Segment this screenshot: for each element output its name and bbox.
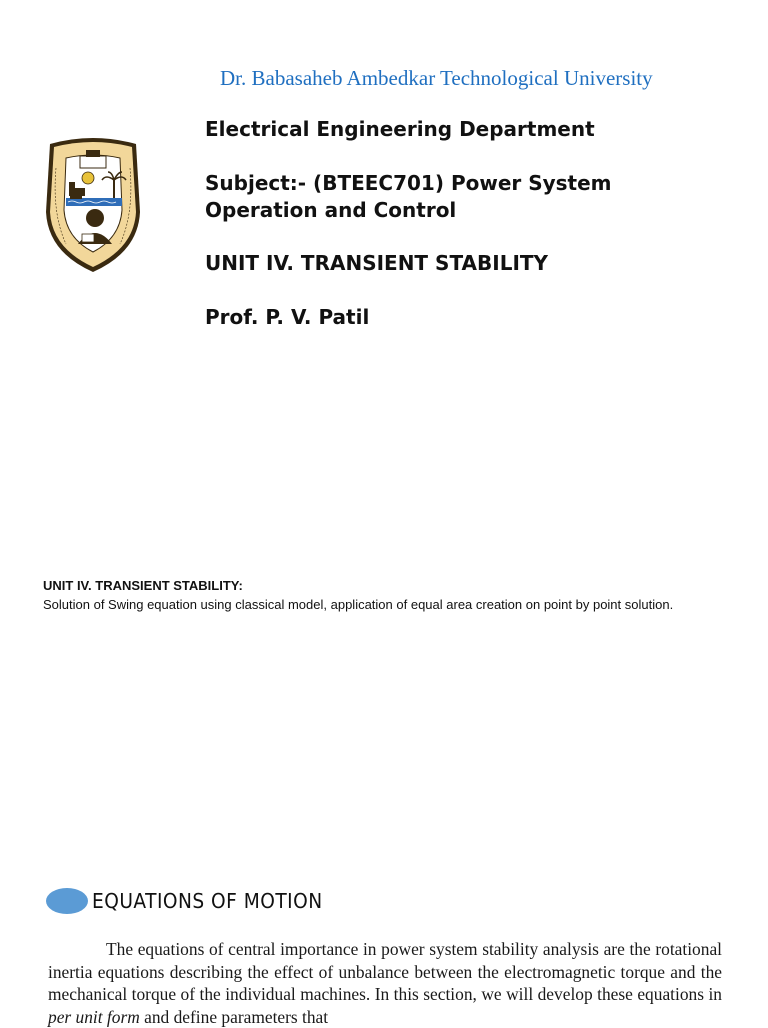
section-title: EQUATIONS OF MOTION — [92, 889, 323, 913]
subject-title — [205, 170, 612, 224]
subject-line-1: Subject:- (BTEEC701) Power System — [205, 171, 612, 195]
syllabus-title: UNIT IV. TRANSIENT STABILITY: — [43, 578, 243, 593]
university-logo — [42, 134, 144, 274]
professor-name: Prof. P. V. Patil — [205, 305, 370, 329]
oval-bullet-icon — [46, 888, 88, 914]
body-text-part-1: The equations of central importance in power system stability analysis are the rotational inertia equations describing the effect of unbalance between the electromagnetic torque and the mechanical torque of the individual machines. In this section, we will develop these equations in — [48, 939, 722, 1004]
unit-title: UNIT IV. TRANSIENT STABILITY — [205, 251, 549, 275]
body-paragraph — [48, 938, 722, 1028]
body-text-part-2: and define parameters that — [139, 1006, 329, 1027]
university-name: Dr. Babasaheb Ambedkar Technological University — [220, 66, 653, 90]
syllabus-body: Solution of Swing equation using classical model, application of equal area creation on point by point solution. — [43, 597, 674, 612]
department-title: Electrical Engineering Department — [205, 117, 595, 141]
section-heading — [46, 886, 340, 916]
subject-line-2: Operation and Control — [205, 198, 457, 222]
body-emphasis: per unit form — [48, 1006, 140, 1027]
syllabus-block — [43, 576, 683, 614]
